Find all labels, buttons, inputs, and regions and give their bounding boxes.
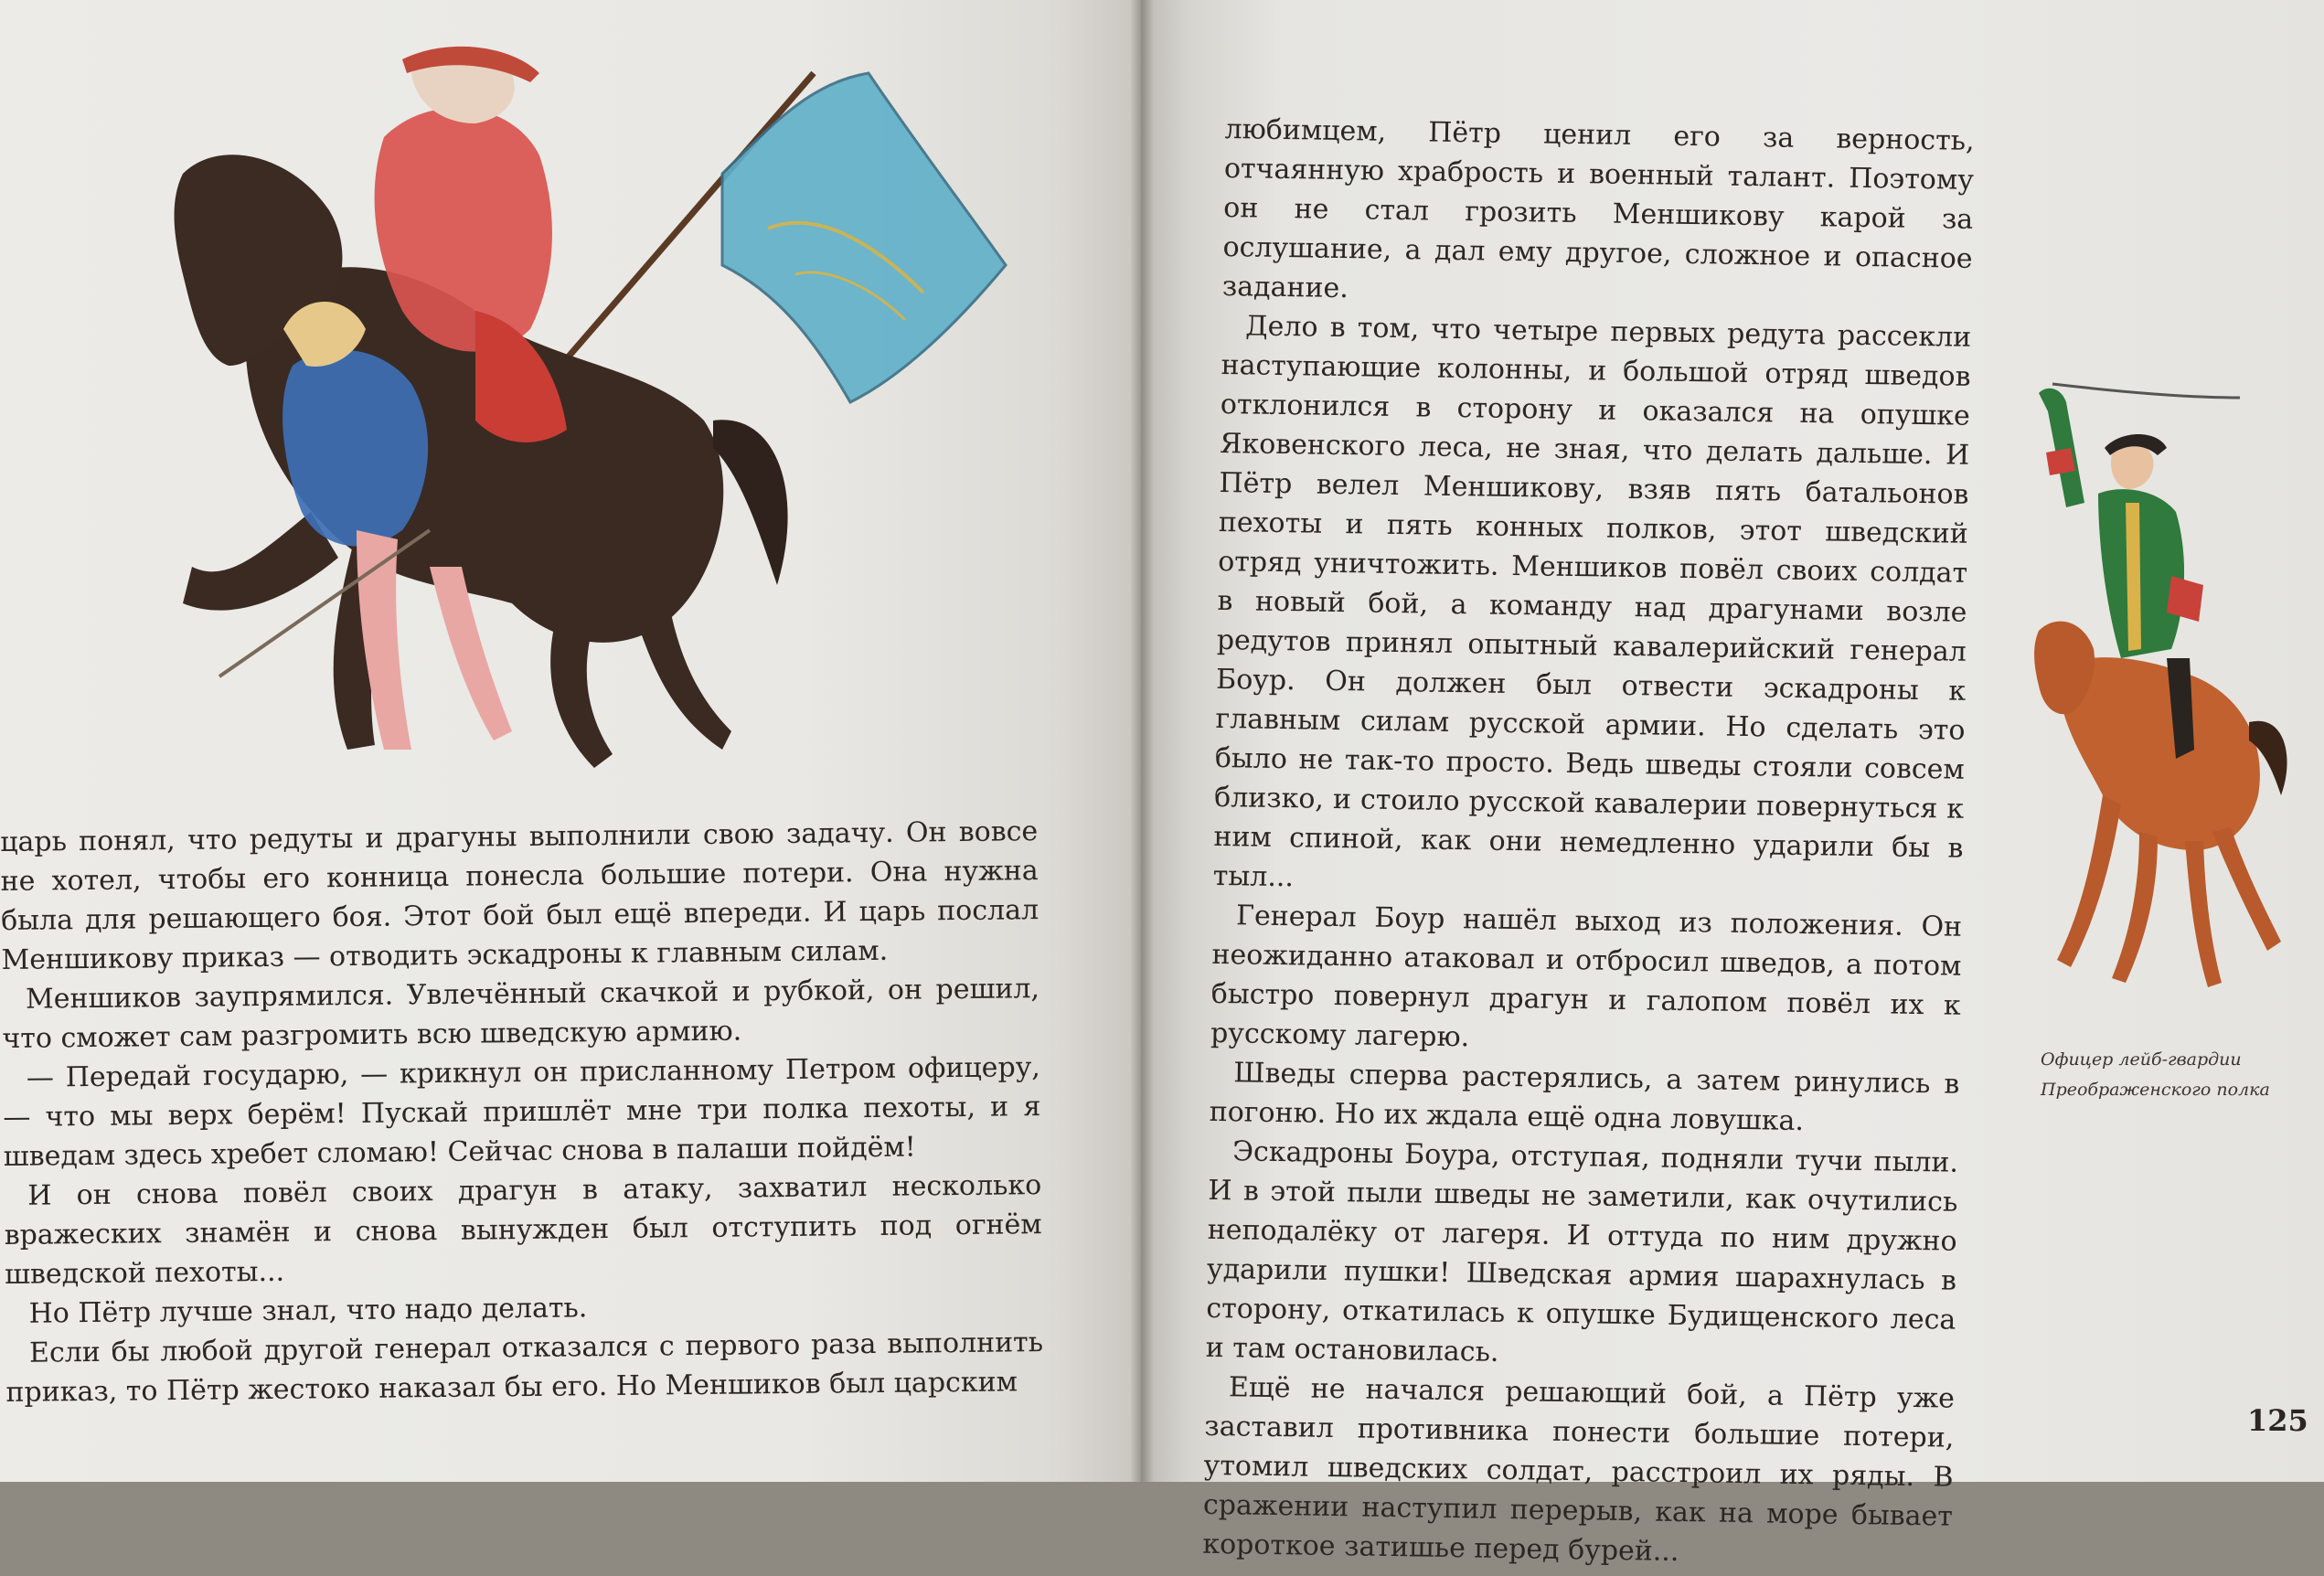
caption-line: Преображенского полка <box>2041 1080 2270 1100</box>
illustration-caption <box>2041 1045 2278 1105</box>
left-page-text <box>0 812 1044 1412</box>
paragraph: Эскадроны Боура, отступая, подняли тучи пыли. И в этой пыли шведы не заметили, как очутились неподалёку от лагеря. И оттуда по ним дружно ударили пушки! Шведская армия шарахнулась в сторону, откатилась к опушке Будищенского леса и там остановилась. <box>1205 1135 1959 1368</box>
paragraph: Дело в том, что четыре первых редута рассекли наступающие колонны, и большой отряд шведов отклонился в сторону и оказался на опушке Яковенского леса, не зная, что делать дальше. И Пётр велел Меншикову, взяв пять батальонов пехоты и пять конных полков, этот шведский отряд уничтожить. Меншиков повёл своих солдат в новый бой, а команду над драгунами возле редутов принял опытный кавалерийский генерал Боур. Он должен был отвести эскадроны к главным силам русской армии. Но сделать это было не так-то просто. Ведь шведы стояли совсем близко, и стоило русской кавалерии повернуться к ним спиной, как они немедленно ударили бы в тыл... <box>1212 310 1972 894</box>
paragraph: Шведы сперва растерялись, а затем ринулись в погоню. Но их ждала ещё одна ловушка. <box>1209 1057 1960 1138</box>
paragraph: Ещё не начался решающий бой, а Пётр уже заставил противника понести большие потери, утомил шведских солдат, расстроил их ряды. В сражении наступил перерыв, как на море бывает короткое затишье перед бурей... <box>1202 1371 1956 1568</box>
cavalry-battle-illustration <box>82 18 1042 804</box>
paragraph: — Передай государю, — крикнул он присланному Петром офицеру, — что мы верх берём! Пускай пришлёт мне три полка пехоты, и я шведам здесь хребет сломаю! Сейчас снова в палаши пойдём! <box>3 1051 1041 1173</box>
paragraph: Но Пётр лучше знал, что надо делать. <box>28 1292 588 1330</box>
paragraph: И он снова повёл своих драгун в атаку, захватил несколько вражеских знамён и снова вынужден был отступить под огнём шведской пехоты... <box>4 1169 1042 1291</box>
paragraph: царь понял, что редуты и драгуны выполнили свою задачу. Он вовсе не хотел, чтобы его конница понесла большие потери. Она нужна была для решающего боя. Этот бой был ещё впереди. И царь послал Меншикову приказ — отводить эскадроны к главным силам. <box>0 815 1039 976</box>
paragraph: любимцем, Пётр ценил его за верность, отчаянную храбрость и военный талант. Поэтому он не стал грозить Меншикову карой за ослушание, а дал ему другое, сложное и опасное задание. <box>1221 112 1975 305</box>
left-page <box>0 0 1141 1482</box>
caption-line: Офицер лейб-гвардии <box>2041 1049 2242 1070</box>
page-number: 125 <box>2247 1403 2308 1438</box>
paragraph: Если бы любой другой генерал отказался с первого раза выполнить приказ, то Пётр жестоко наказал бы его. Но Меншиков был царским <box>5 1326 1044 1409</box>
right-page-text <box>1202 110 1975 1576</box>
paragraph: Генерал Боур нашёл выход из положения. Он неожиданно атаковал и отбросил шведов, а потом быстро повернул драгун и галопом повёл их к русскому лагерю. <box>1210 900 1963 1054</box>
paragraph: Меншиков заупрямился. Увлечённый скачкой и рубкой, он решил, что сможет сам разгромить всю шведскую армию. <box>2 973 1040 1055</box>
book-gutter <box>1130 0 1154 1482</box>
mounted-officer-illustration <box>2020 357 2295 1033</box>
